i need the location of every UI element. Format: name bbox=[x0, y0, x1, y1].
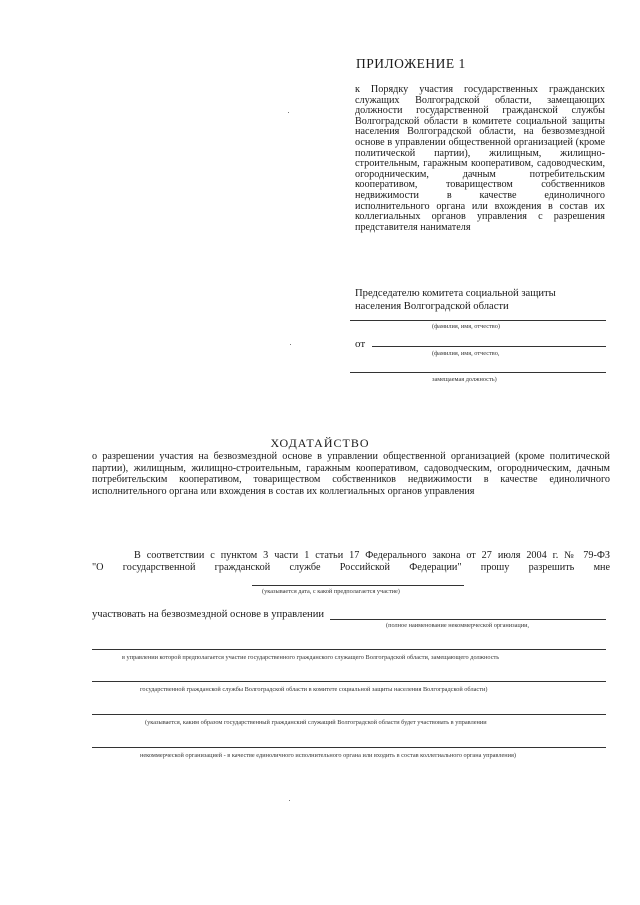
appendix-title: ПРИЛОЖЕНИЕ 1 bbox=[356, 56, 466, 71]
from-label: от bbox=[355, 338, 366, 350]
petition-body bbox=[92, 550, 610, 573]
date-caption: (указывается дата, с какой предполагается участие) bbox=[262, 588, 400, 595]
petition-heading: ХОДАТАЙСТВО bbox=[270, 436, 370, 450]
organization-line[interactable] bbox=[330, 619, 606, 620]
fio-caption: (фамилия, имя, отчество) bbox=[432, 323, 500, 330]
appendix-description: к Порядку участия государственных гражданских служащих Волгоградской области, замещающих должности государственной гражданской службы Волгоградской области в комитете социальной защиты населения Волгоградской области, на безвозмездной основе в управлении общественной организацией (кроме политической партии), жилищным, жилищно-строительным, гаражным кооперативом, садоводческим, огородническим, дачным потребительским кооперативом, товариществом собственников недвижимости в качестве единоличного исполнительного органа или вхождения в состав их коллегиальных органов управления с разрешения представителя нанимателя bbox=[355, 84, 605, 233]
caption-4: государственной гражданской службы Волгоградской области в комитете социальной защиты населения Волгоградской области) bbox=[140, 686, 488, 693]
position-caption: замещаемая должность) bbox=[432, 376, 497, 383]
petition-body-line-2: "О государственной гражданской службе Российской Федерации" прошу разрешить мне bbox=[92, 561, 610, 573]
from-line[interactable] bbox=[372, 346, 606, 347]
caption-6: некоммерческой организацией - в качестве единоличного исполнительного органа или входить в состав коллегиального органа управления) bbox=[140, 752, 516, 759]
addressee-line-1: Председателю комитета социальной защиты bbox=[355, 288, 556, 299]
addressee-block bbox=[355, 288, 605, 313]
addressee-line-2: населения Волгоградской области bbox=[355, 300, 509, 312]
fill-line-5[interactable] bbox=[92, 714, 606, 715]
caption-5: (указывается, каким образом государственный гражданский служащий Волгоградской области будет участвовать в управлении bbox=[145, 719, 487, 726]
position-line[interactable] bbox=[350, 372, 606, 373]
fill-line-3[interactable] bbox=[92, 649, 606, 650]
petition-body-line-1: В соответствии с пунктом 3 части 1 статьи 17 Федерального закона от 27 июля 2004 г. № 79-ФЗ bbox=[134, 550, 610, 561]
caption-3: в управлении которой предполагается участие государственного гражданского служащего Волгоградской области, замещающего должность bbox=[122, 654, 500, 661]
organization-caption: (полное наименование некоммерческой организации, bbox=[386, 622, 530, 629]
fill-line-4[interactable] bbox=[92, 681, 606, 682]
petition-subject: о разрешении участия на безвозмездной основе в управлении общественной организацией (кроме политической партии), жилищным, жилищно-строительным, гаражным кооперативом, садоводческим, огородническим, дачным потребительским кооперативом, товариществом собственников недвижимости в качестве единоличного исполнительного органа или вхождения в состав их коллегиальных органов управления bbox=[92, 451, 610, 497]
fill-line-6[interactable] bbox=[92, 747, 606, 748]
fio-line[interactable] bbox=[350, 320, 606, 321]
date-line[interactable] bbox=[252, 585, 464, 586]
scan-speck bbox=[290, 344, 291, 345]
participate-label: участвовать на безвозмездной основе в управлении bbox=[92, 609, 325, 620]
scan-speck bbox=[288, 112, 289, 113]
from-caption: (фамилия, имя, отчество, bbox=[432, 350, 500, 357]
scan-speck bbox=[289, 800, 290, 801]
